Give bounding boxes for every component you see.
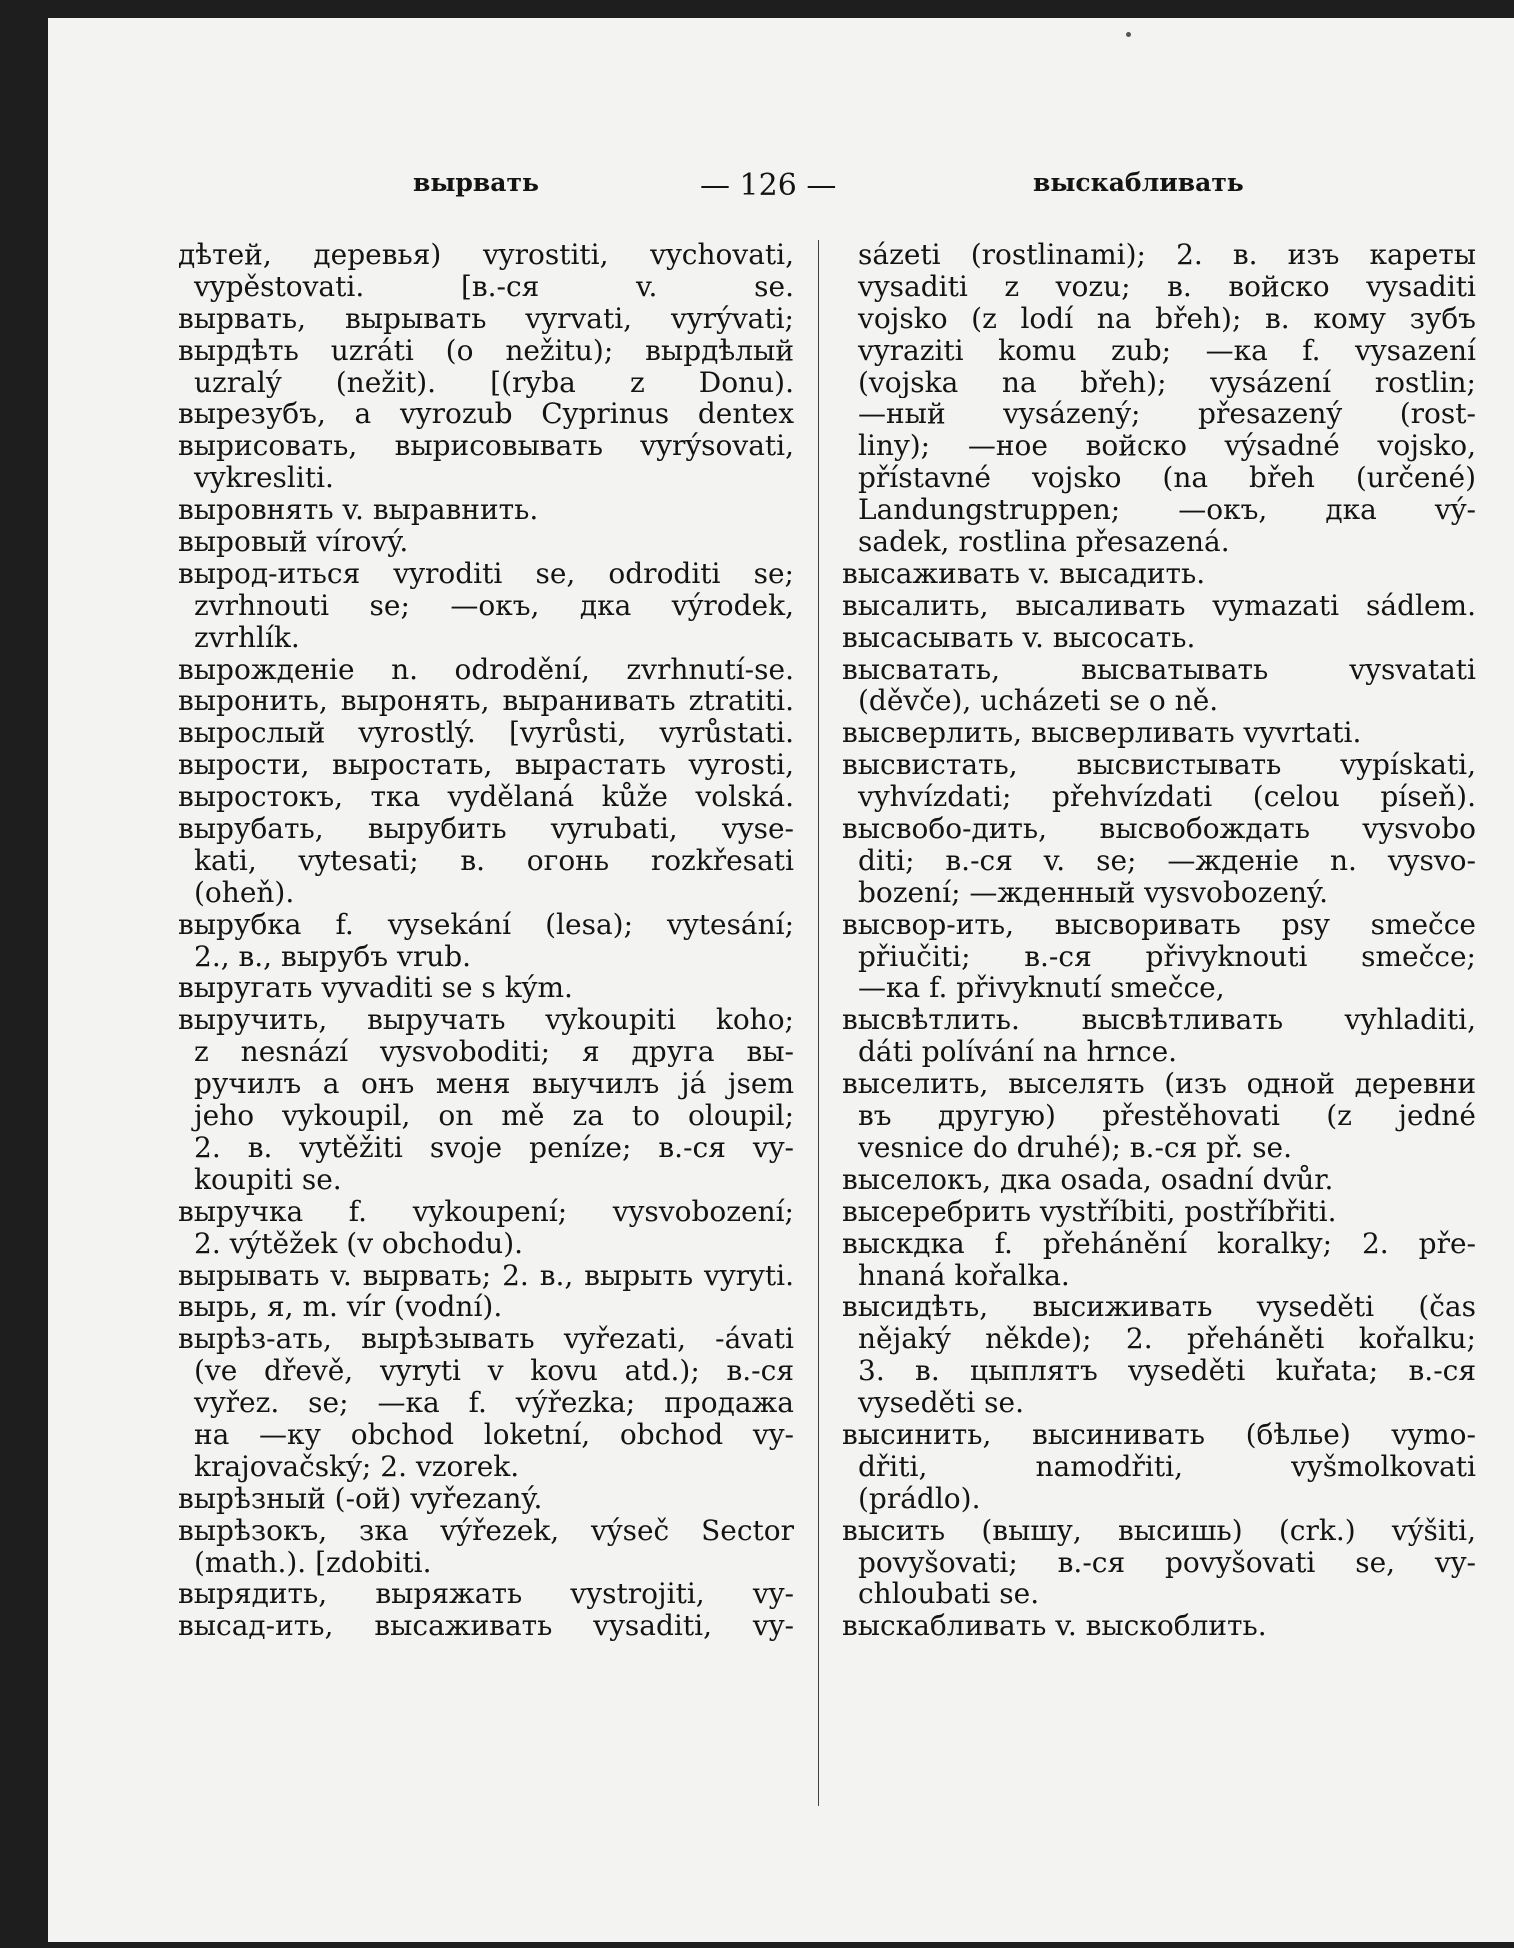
entry-line: 2. в. vytěžiti svoje peníze; в.-ся vy- (194, 1131, 794, 1164)
entry-line: высвор-ить, высворивать psy smečce (842, 908, 1476, 941)
column-divider (818, 240, 819, 1806)
entry-line: (math.). [zdobiti. (194, 1546, 432, 1579)
entry-line: hnaná kořalka. (858, 1259, 1070, 1292)
entry-line: выселить, выселять (изъ одной деревни (842, 1068, 1476, 1101)
page-header (48, 168, 1514, 212)
entry-line: вырисовать, вырисовывать vyrýsovati, (178, 430, 794, 463)
entry-line: выpослый vyrostlý. [vyrůsti, vyrůstati. (178, 717, 794, 750)
entry-line: bození; —жденный vysvobozený. (858, 876, 1328, 909)
entry-line: вырвать, вырывать vyrvati, vyrývati; (178, 302, 794, 335)
entry-line: nějaký někde); 2. přeháněti kořalku; (858, 1323, 1476, 1356)
entry-line: dřiti, namodřiti, vyšmolkovati (858, 1450, 1476, 1483)
right-column (842, 239, 1476, 1642)
entry-line: выругать vyvaditi se s kým. (178, 972, 573, 1005)
entry-line: вырезубъ, a vyrozub Cyprinus dentex (178, 398, 794, 431)
entry-line: krajovačský; 2. vzorek. (194, 1450, 520, 1483)
entry-line: высверлить, высверливать vyvrtati. (842, 717, 1362, 750)
entry-line: sázeti (rostlinami); 2. в. изъ кареты (858, 239, 1476, 271)
entry-line: zvrhlík. (194, 621, 300, 654)
entry-line: —ка f. přivyknutí smečce, (858, 972, 1225, 1005)
entry-line: высад-ить, высаживать vysaditi, vy- (178, 1610, 794, 1643)
entry-line: vykresliti. (194, 462, 334, 495)
entry-line: vyhvízdati; přehvízdati (celou píseň). (858, 781, 1476, 814)
entry-line: вырѣз-ать, вырѣзывать vyřezati, -ávati (178, 1323, 794, 1356)
entry-line: выселокъ, дка osada, osadní dvůr. (842, 1163, 1334, 1196)
entry-line: вырядить, выряжать vystrojiti, vy- (178, 1578, 794, 1611)
entry-line: выровнять v. выравнить. (178, 494, 539, 527)
dictionary-page (48, 18, 1514, 1942)
entry-line: 3. в. цыплятъ vyseděti kuřata; в.-ся (858, 1355, 1476, 1388)
entry-line: jeho vykoupil, on mě za to oloupil; (194, 1100, 794, 1132)
entry-line: (vojska na břeh); vysázení rostlin; (858, 366, 1476, 399)
entry-line: вырь, я, m. vír (vodní). (178, 1291, 503, 1324)
entry-line: вырѣзокъ, зка výřezek, výseč Sector (178, 1514, 794, 1547)
entry-line: высватать, высватывать vysvatati (842, 653, 1476, 686)
entry-line: vypěstovati. [в.-ся v. se. (194, 270, 794, 303)
entry-line: přiučiti; в.-ся přivyknouti smečce; (858, 940, 1476, 973)
speck-mark (1126, 32, 1131, 37)
entry-line: sadek, rostlina přesazená. (858, 526, 1230, 558)
entry-line: высеребрить vystříbiti, postříbřiti. (842, 1195, 1337, 1228)
entry-line: высвобо-дить, высвобождать vysvobo (842, 813, 1476, 845)
entry-line: высвѣтлить. высвѣтливать vyhladiti, (842, 1004, 1476, 1037)
entry-line: kati, vytesati; в. огонь rozkřesati (194, 844, 794, 877)
entry-line: vesnice do druhé); в.-ся př. se. (858, 1131, 1293, 1164)
entry-line: zvrhnouti se; —окъ, дка výrodek, (194, 589, 794, 622)
entry-line: povyšovati; в.-ся povyšovati se, vy- (858, 1546, 1476, 1579)
entry-line: высасывать v. высосать. (842, 621, 1196, 654)
entry-line: высинить, высинивать (бѣлье) vymo- (842, 1418, 1476, 1451)
entry-line: vyseděti se. (858, 1387, 1025, 1419)
entry-line: vojsko (z lodí na břeh); в. кому зубъ (858, 302, 1476, 335)
entry-line: выронить, выронять, выранивать ztratiti. (178, 685, 794, 718)
entry-line: 2., в., вырубъ vrub. (194, 940, 472, 973)
entry-line: (ve dřevě, vyryti v kovu atd.); в.-ся (194, 1355, 794, 1388)
entry-line: вырости, выростать, вырастать vyrosti, (178, 749, 794, 782)
entry-line: vysaditi z vozu; в. войско vysaditi (858, 270, 1476, 303)
entry-line: высалить, высаливать vymazati sádlem. (842, 589, 1476, 622)
entry-line: вырывать v. вырвать; 2. в., вырыть vyryti. (178, 1259, 794, 1292)
entry-line: на —ку obchod loketní, obchod vy- (194, 1418, 794, 1451)
right-guide-word: выскабливать (1033, 168, 1244, 197)
entry-line: 2. výtěžek (v obchodu). (194, 1227, 524, 1260)
entry-line: (prádlo). (858, 1482, 981, 1515)
entry-line: (oheň). (194, 876, 295, 909)
entry-line: —ный vysázený; přesazený (rost- (858, 398, 1476, 431)
entry-line: выскабливать v. выскоблить. (842, 1610, 1267, 1643)
entry-line: высидѣть, высиживать vyseděti (čas (842, 1291, 1476, 1324)
left-column (178, 239, 794, 1642)
entry-line: выpод-иться vyroditi se, odroditi se; (178, 557, 794, 590)
page-number: — 126 — (700, 168, 837, 203)
entry-line: высить (вышу, высишь) (crk.) výšiti, (842, 1514, 1476, 1547)
entry-line: выручить, выручать vykoupiti koho; (178, 1004, 794, 1037)
entry-line: koupiti se. (194, 1163, 342, 1196)
entry-line: вырѣзный (-ой) vyřezaný. (178, 1482, 543, 1515)
entry-line: ручилъ а онъ меня выучилъ já jsem (194, 1068, 794, 1101)
entry-line: вырдѣть uzráti (o nežitu); вырдѣлый (178, 334, 794, 367)
entry-line: высвистать, высвистывать vypískati, (842, 749, 1476, 782)
entry-line: Landungstruppen; —окъ, дка vý- (858, 494, 1476, 527)
left-guide-word: вырвать (413, 168, 539, 197)
entry-line: (děvče), ucházeti se o ně. (858, 685, 1219, 718)
entry-line: liny); —ное войско výsadné vojsko, (858, 430, 1476, 463)
entry-line: přístavné vojsko (na břeh (určené) (858, 462, 1476, 495)
entry-line: дѣтей, деревья) vyrostiti, vychovati, (178, 239, 794, 271)
entry-line: vyřez. se; —ка f. výřezka; продажа (194, 1387, 794, 1419)
entry-line: выскдка f. přehánění koralky; 2. pře- (842, 1227, 1476, 1260)
entry-line: въ другую) přestěhovati (z jedné (858, 1100, 1476, 1132)
entry-line: выростокъ, тка vydělaná kůže volská. (178, 781, 794, 814)
entry-line: z nesnází vysvoboditi; я друга вы- (194, 1036, 794, 1069)
entry-line: chloubati se. (858, 1578, 1040, 1611)
entry-line: выровый vírový. (178, 526, 409, 558)
entry-line: vyraziti komu zub; —ка f. vysazení (858, 334, 1476, 367)
entry-line: вырубка f. vysekání (lesa); vytesání; (178, 908, 794, 941)
entry-line: высаживать v. высадить. (842, 557, 1206, 590)
entry-line: выручка f. vykoupení; vysvobození; (178, 1195, 794, 1228)
entry-line: uzralý (nežit). [(ryba z Donu). (194, 366, 794, 399)
entry-line: dáti polívání na hrnce. (858, 1036, 1178, 1069)
entry-line: вырубать, вырубить vyrubati, vyse- (178, 813, 794, 845)
entry-line: diti; в.-ся v. se; —жденіе n. vysvo- (858, 844, 1476, 877)
entry-line: вырожденіе n. odrodění, zvrhnutí-se. (178, 653, 794, 686)
